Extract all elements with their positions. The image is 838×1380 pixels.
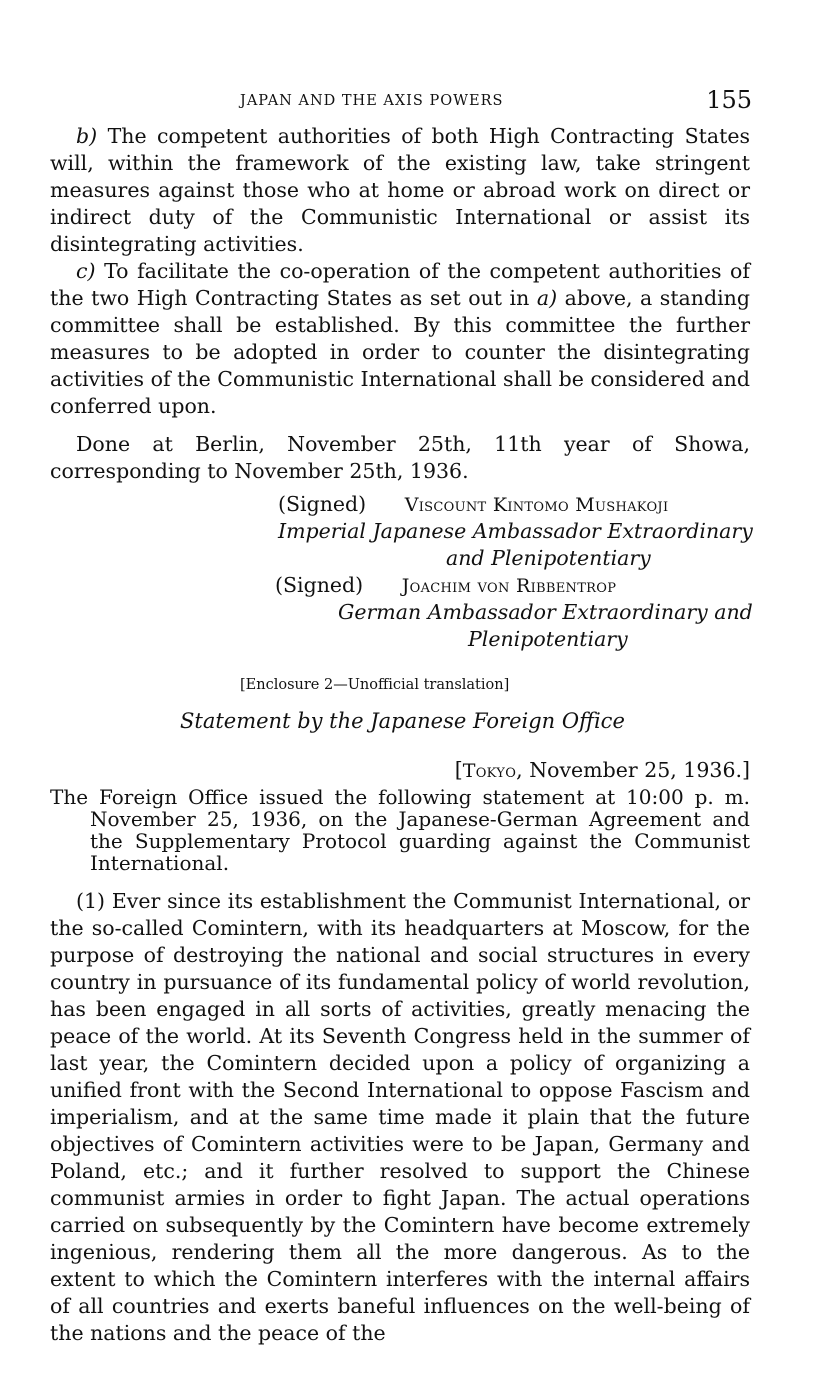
signatory-title-1-line2: and Plenipotentiary	[446, 546, 651, 570]
signatory-name-2: Joachim von Ribbentrop	[401, 575, 617, 597]
paragraph-b	[50, 123, 750, 258]
signed-label-1: (Signed)	[278, 492, 367, 516]
paragraph-c-text-after: above, a standing committee shall be established. By this committee the further measures to be adopted in order to counter the disintegrating activities of the Communistic International shall be considered and conferred upon.	[50, 286, 750, 418]
signatory-title-2-line1: German Ambassador Extraordinary and	[338, 600, 753, 624]
paragraph-c-letter: c)	[76, 259, 96, 283]
paragraph-b-letter: b)	[76, 124, 98, 148]
paragraph-c-text-before: To facilitate the co-operation of the competent authorities of the two High Contracting States as set out in	[50, 259, 750, 310]
statement-summary: The Foreign Office issued the following statement at 10:00 p. m. November 25, 1936, on the Japanese-German Agreement and the Supplementary Protocol guarding against the Communist International.	[50, 785, 750, 875]
signed-label-2: (Signed)	[275, 573, 364, 597]
dateline-place: Tokyo	[462, 760, 517, 782]
dateline-open: [	[454, 758, 463, 782]
paragraph-c	[50, 258, 750, 420]
paragraph-b-text: The competent authorities of both High Contracting States will, within the framework of the existing law, take stringent measures against those who at home or abroad work on direct or indirect duty of the Communistic International or assist its disintegrating activities.	[50, 124, 750, 256]
enclosure-note: [Enclosure 2—Unofficial translation]	[240, 677, 510, 693]
done-at-paragraph: Done at Berlin, November 25th, 11th year of Showa, corresponding to November 25th, 1936.	[50, 432, 750, 483]
signatory-title-1-line1: Imperial Japanese Ambassador Extraordinary	[278, 519, 753, 543]
paragraph-1: (1) Ever since its establishment the Communist International, or the so-called Comintern, with its headquarters at Moscow, for the purpose of destroying the national and social structures in every country in pursuance of its fundamental policy of world revolution, has been engaged in all sorts of activities, greatly menacing the peace of the world. At its Seventh Congress held in the summer of last year, the Comintern decided upon a policy of organizing a unified front with the Second International to oppose Fascism and imperialism, and at the same time made it plain that the future objectives of Comintern activities were to be Japan, Germany and Poland, etc.; and it further resolved to support the Chinese communist armies in order to fight Japan. The actual operations carried on subsequently by the Comintern have become extremely ingenious, rendering them all the more dangerous. As to the extent to which the Comintern interferes with the internal affairs of all countries and exerts baneful influences on the well-being of the nations and the peace of the	[50, 889, 750, 1345]
running-title: JAPAN AND THE AXIS POWERS	[240, 93, 504, 109]
dateline-rest: , November 25, 1936.]	[516, 758, 750, 782]
signature-block-2	[275, 572, 616, 600]
statement-title: Statement by the Japanese Foreign Office	[180, 709, 625, 733]
paragraph-c-ref-letter: a)	[536, 286, 558, 310]
signatory-title-2-line2: Plenipotentiary	[468, 627, 628, 651]
dateline	[455, 758, 750, 782]
signatory-name-1: Viscount Kintomo Mushakoji	[404, 494, 669, 516]
signature-block-1	[278, 491, 668, 519]
page-number: 155	[706, 86, 752, 114]
